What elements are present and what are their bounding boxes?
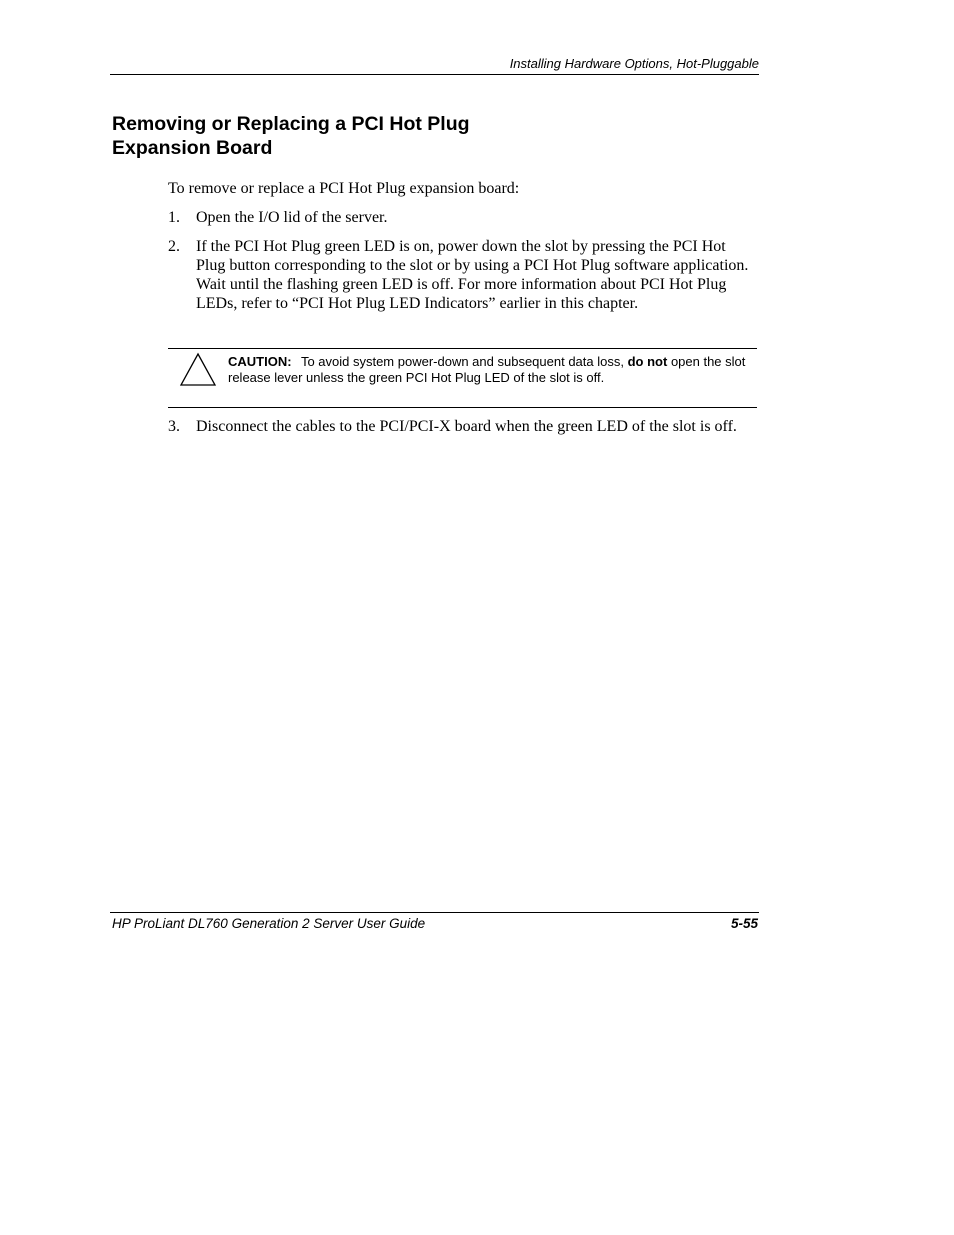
- step-text: Disconnect the cables to the PCI/PCI-X board when the green LED of the slot is off.: [196, 418, 737, 435]
- caution-top-rule: [168, 348, 757, 349]
- caution-text-after: open the slot release lever unless the green PCI Hot Plug LED of the slot is off.: [228, 354, 746, 385]
- section-title-line-2: Expansion Board: [112, 137, 273, 159]
- caution-emphasis: do not: [627, 354, 668, 369]
- header-rule: [110, 74, 759, 75]
- step-number: 2.: [168, 238, 180, 255]
- section-title-line-1: Removing or Replacing a PCI Hot Plug: [112, 113, 470, 135]
- footer-rule: [110, 912, 759, 913]
- section-title: [112, 112, 712, 160]
- step-number: 1.: [168, 209, 180, 226]
- step-text: Open the I/O lid of the server.: [196, 209, 388, 226]
- caution-text-before: To avoid system power-down and subsequent data loss,: [300, 354, 624, 369]
- step-text: If the PCI Hot Plug green LED is on, power down the slot by pressing the PCI Hot Plug button corresponding to the slot or by using a PCI Hot Plug software application. Wait until the flashing green LED is off. For more information about PCI Hot Plug LEDs, refer to “PCI Hot Plug LED Indicators” earlier in this chapter.: [196, 238, 749, 312]
- footer-page-number: 5-55: [730, 916, 758, 931]
- warning-triangle-icon: [179, 352, 217, 387]
- footer-guide-title: HP ProLiant DL760 Generation 2 Server User Guide: [112, 916, 426, 931]
- caution-label: CAUTION:: [228, 354, 292, 369]
- caution-bottom-rule: [168, 407, 757, 408]
- running-header: Installing Hardware Options, Hot-Pluggable: [509, 56, 759, 71]
- step-number: 3.: [168, 418, 180, 435]
- intro-paragraph: To remove or replace a PCI Hot Plug expansion board:: [168, 180, 520, 197]
- caution-note: [228, 354, 748, 386]
